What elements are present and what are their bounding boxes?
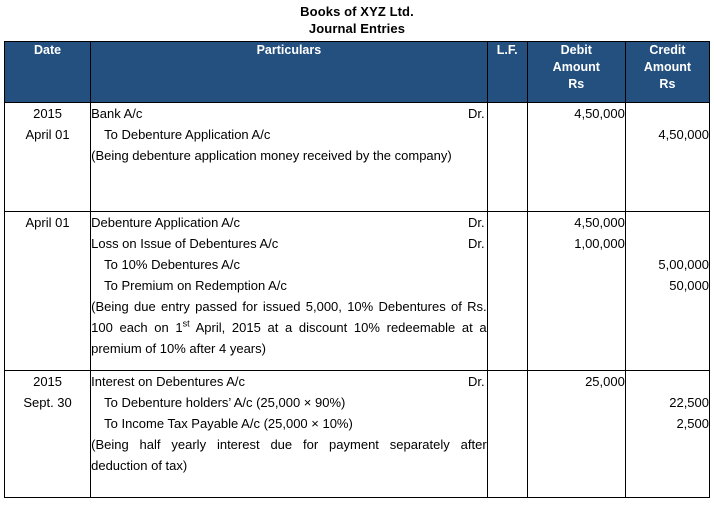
debit-header-line-3: Rs: [568, 77, 585, 91]
credit-value: 2,500: [676, 416, 709, 431]
entry-date: [5, 371, 91, 498]
column-header-date: Date: [5, 42, 91, 103]
table-row: [5, 371, 710, 498]
particulars-line: [91, 392, 487, 413]
account-name: Bank A/c: [91, 106, 143, 121]
entry-lf: [487, 103, 527, 212]
entry-debit-amount: [527, 103, 625, 212]
entry-date-line-2: Sept. 30: [23, 395, 72, 410]
account-name: Debenture Application A/c: [91, 215, 240, 230]
dr-marker: Dr.: [468, 215, 485, 230]
entry-debit-amount: [527, 212, 625, 371]
account-name: To Debenture holders’ A/c (25,000 × 90%): [104, 395, 346, 410]
page-title: Books of XYZ Ltd.: [300, 4, 414, 19]
column-header-debit-amount: [527, 42, 625, 103]
debit-value: 1,00,000: [574, 236, 625, 251]
entry-date-line-1: 2015: [33, 374, 63, 389]
particulars-line: [91, 413, 487, 434]
entry-narration: [91, 296, 487, 359]
debit-header-line-2: Amount: [552, 60, 600, 74]
narration-before: (Being due entry passed for issued 5,000, 10% Debentures of Rs. 100 each on 1: [91, 299, 487, 335]
credit-value: 50,000: [669, 278, 709, 293]
entry-narration: (Being debenture application money received by the company): [91, 148, 452, 163]
debit-value: 25,000: [585, 374, 625, 389]
column-header-lf: L.F.: [487, 42, 527, 103]
dr-marker: Dr.: [468, 374, 485, 389]
credit-header-line-3: Rs: [659, 77, 676, 91]
page-subtitle: Journal Entries: [308, 21, 406, 36]
dr-marker: Dr.: [468, 236, 485, 251]
document-titles: [0, 0, 714, 37]
entry-lf: [487, 371, 527, 498]
entry-date-line-1: 2015: [33, 106, 63, 121]
particulars-line: [91, 124, 487, 145]
entry-particulars: [91, 371, 488, 498]
debit-value: 4,50,000: [574, 215, 625, 230]
account-name: To Premium on Redemption A/c: [104, 278, 287, 293]
entry-credit-amount: [625, 103, 709, 212]
column-header-credit-amount: [625, 42, 709, 103]
credit-header-line-2: Amount: [643, 60, 692, 74]
debit-value: 4,50,000: [574, 106, 625, 121]
table-header-row: [5, 42, 710, 103]
narration-after: April, 2015 at a discount 10% redeemable at a premium of 10% after 4 years): [91, 320, 487, 356]
entry-date: [5, 103, 91, 212]
entry-date-line-2: April 01: [25, 127, 70, 142]
particulars-line: [91, 275, 487, 296]
particulars-line: [91, 371, 487, 392]
entry-particulars: [91, 103, 488, 212]
entry-credit-amount: [625, 371, 709, 498]
entry-date-line-1: April 01: [25, 215, 70, 230]
debit-header-line-1: Debit: [560, 43, 592, 57]
account-name: To Income Tax Payable A/c (25,000 × 10%): [104, 416, 353, 431]
table-row: [5, 212, 710, 371]
particulars-line: [91, 254, 487, 275]
account-name: Loss on Issue of Debentures A/c: [91, 236, 279, 251]
column-header-particulars: Particulars: [91, 42, 488, 103]
credit-value: 22,500: [669, 395, 709, 410]
credit-value: 4,50,000: [658, 127, 709, 142]
journal-entries-table: [4, 41, 710, 498]
account-name: To 10% Debentures A/c: [104, 257, 240, 272]
entry-narration: (Being half yearly interest due for payment separately after deduction of tax): [91, 437, 487, 473]
credit-header-line-1: Credit: [649, 43, 686, 57]
particulars-line: [91, 233, 487, 254]
entry-lf: [487, 212, 527, 371]
ordinal-suffix: st: [182, 318, 190, 329]
entry-date: [5, 212, 91, 371]
entry-credit-amount: [625, 212, 709, 371]
entry-debit-amount: [527, 371, 625, 498]
dr-marker: Dr.: [468, 106, 485, 121]
credit-value: 5,00,000: [658, 257, 709, 272]
entry-particulars: [91, 212, 488, 371]
particulars-line: [91, 212, 487, 233]
account-name: To Debenture Application A/c: [104, 127, 271, 142]
table-row: [5, 103, 710, 212]
particulars-line: [91, 103, 487, 124]
account-name: Interest on Debentures A/c: [91, 374, 246, 389]
